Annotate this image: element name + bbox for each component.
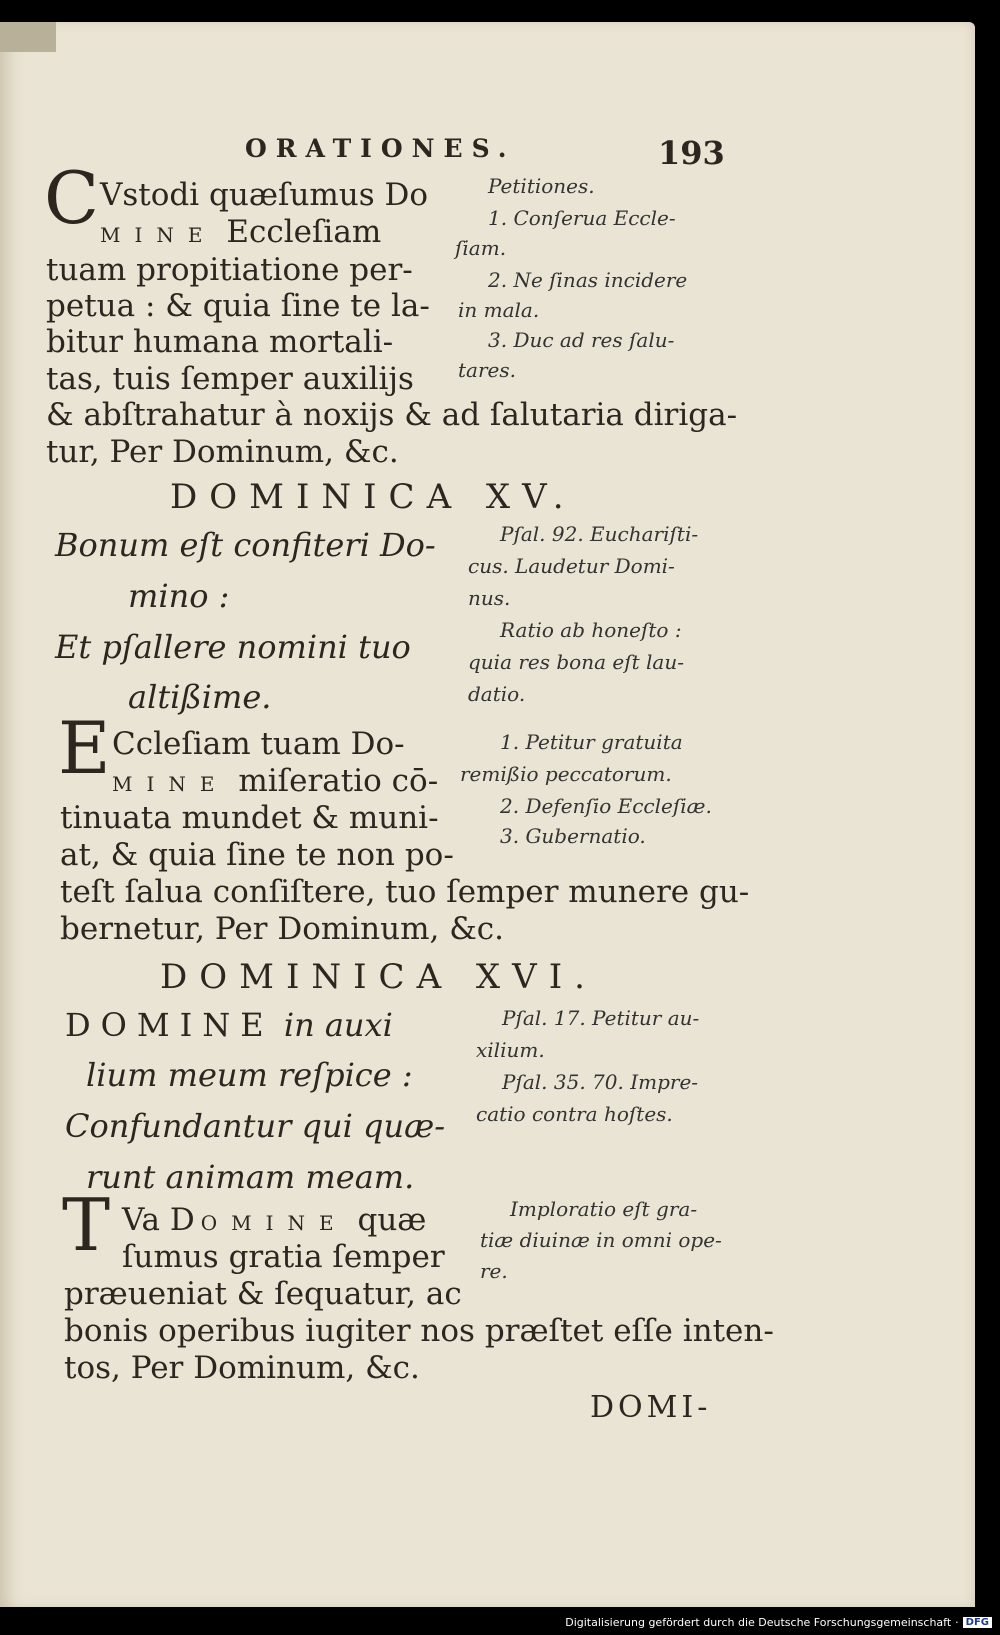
margin-note: Ratio ab honeſto : (500, 618, 682, 642)
margin-note: tares. (458, 358, 516, 382)
verse-line: lium meum reſpice : (86, 1056, 413, 1094)
page-number: 193 (658, 134, 725, 172)
margin-note: Imploratio eſt gra- (510, 1197, 698, 1221)
verse-line: Bonum eſt confiteri Do- (55, 526, 436, 564)
footer-text: Digitalisierung gefördert durch die Deutsche Forschungsgemeinschaft (565, 1616, 952, 1629)
text-line: Ccleſiam tuam Do- (112, 726, 405, 762)
text-line: tur, Per Dominum, &c. (46, 434, 399, 470)
verse-line: Et pſallere nomini tuo (55, 628, 411, 666)
margin-note: catio contra hoſtes. (476, 1102, 673, 1126)
margin-note: xilium. (476, 1038, 545, 1062)
drop-cap-c: C (44, 156, 100, 240)
text-line: ſumus gratia ſemper (122, 1239, 445, 1275)
text-line: tuam propitiatione per- (46, 252, 413, 288)
margin-note: quia res bona eſt lau- (468, 650, 684, 674)
dfg-logo: DFG (963, 1617, 992, 1628)
drop-cap-e: E (58, 706, 111, 790)
verse-line: DOMINE in auxi (65, 1006, 393, 1044)
running-title: ORATIONES. (245, 134, 516, 163)
verse-line: Confundantur qui quæ- (65, 1107, 446, 1145)
text-line: tinuata mundet & muni- (60, 800, 439, 836)
text-line: bonis operibus iugiter nos præſtet eſſe inten- (64, 1313, 774, 1349)
text-line: MINE miſeratio cō- (112, 763, 439, 799)
margin-note: in mala. (458, 298, 540, 322)
section-heading: DOMINICA XVI. (160, 957, 597, 997)
margin-note: ſiam. (455, 236, 507, 260)
section-heading: DOMINICA XV. (170, 477, 576, 517)
page-corner (0, 22, 56, 52)
text-line: & abſtrahatur à noxijs & ad ſalutaria diriga- (46, 397, 738, 433)
margin-note: datio. (468, 682, 526, 706)
margin-note: re. (480, 1259, 508, 1283)
catchword: DOMI- (590, 1390, 712, 1425)
margin-note: cus. Laudetur Domi- (468, 554, 675, 578)
text-line: bernetur, Per Dominum, &c. (60, 911, 505, 947)
margin-note: remißio peccatorum. (460, 762, 672, 786)
text-line: bitur humana mortali- (46, 324, 394, 360)
margin-note: nus. (468, 586, 511, 610)
margin-note: 2. Defenſio Eccleſiæ. (500, 794, 712, 818)
footer-credit: Digitalisierung gefördert durch die Deutsche Forschungsgemeinschaft · DFG (565, 1616, 992, 1629)
margin-note: 2. Ne ſinas incidere (488, 268, 688, 292)
text-line: Va DOMINE quæ (122, 1202, 427, 1238)
margin-note: Petitiones. (488, 174, 595, 198)
margin-note: 3. Duc ad res ſalu- (488, 328, 675, 352)
text-line: tos, Per Dominum, &c. (64, 1350, 420, 1386)
margin-note: 1. Petitur gratuita (500, 730, 683, 754)
text-line: petua : & quia ſine te la- (46, 288, 430, 324)
margin-note: Pſal. 35. 70. Impre- (502, 1070, 699, 1094)
text-line: Vstodi quæſumus Do (100, 177, 429, 213)
text-line: MINE Eccleſiam (100, 214, 382, 250)
drop-cap-t: T (62, 1183, 111, 1267)
verse-line: altißime. (128, 678, 272, 716)
margin-note: 3. Gubernatio. (500, 824, 646, 848)
book-page (0, 22, 975, 1607)
verse-line: mino : (128, 577, 230, 615)
margin-note: Pſal. 92. Euchariſti- (500, 522, 699, 546)
text-line: præueniat & ſequatur, ac (64, 1276, 462, 1312)
text-line: at, & quia ſine te non po- (60, 837, 454, 873)
margin-note: Pſal. 17. Petitur au- (502, 1006, 700, 1030)
text-line: tas, tuis ſemper auxilijs (46, 361, 414, 397)
margin-note: tiæ diuinæ in omni ope- (480, 1228, 722, 1252)
margin-note: 1. Conſerua Eccle- (488, 206, 676, 230)
verse-line: runt animam meam. (86, 1158, 415, 1196)
text-line: teſt ſalua conſiſtere, tuo ſemper munere gu- (60, 874, 750, 910)
